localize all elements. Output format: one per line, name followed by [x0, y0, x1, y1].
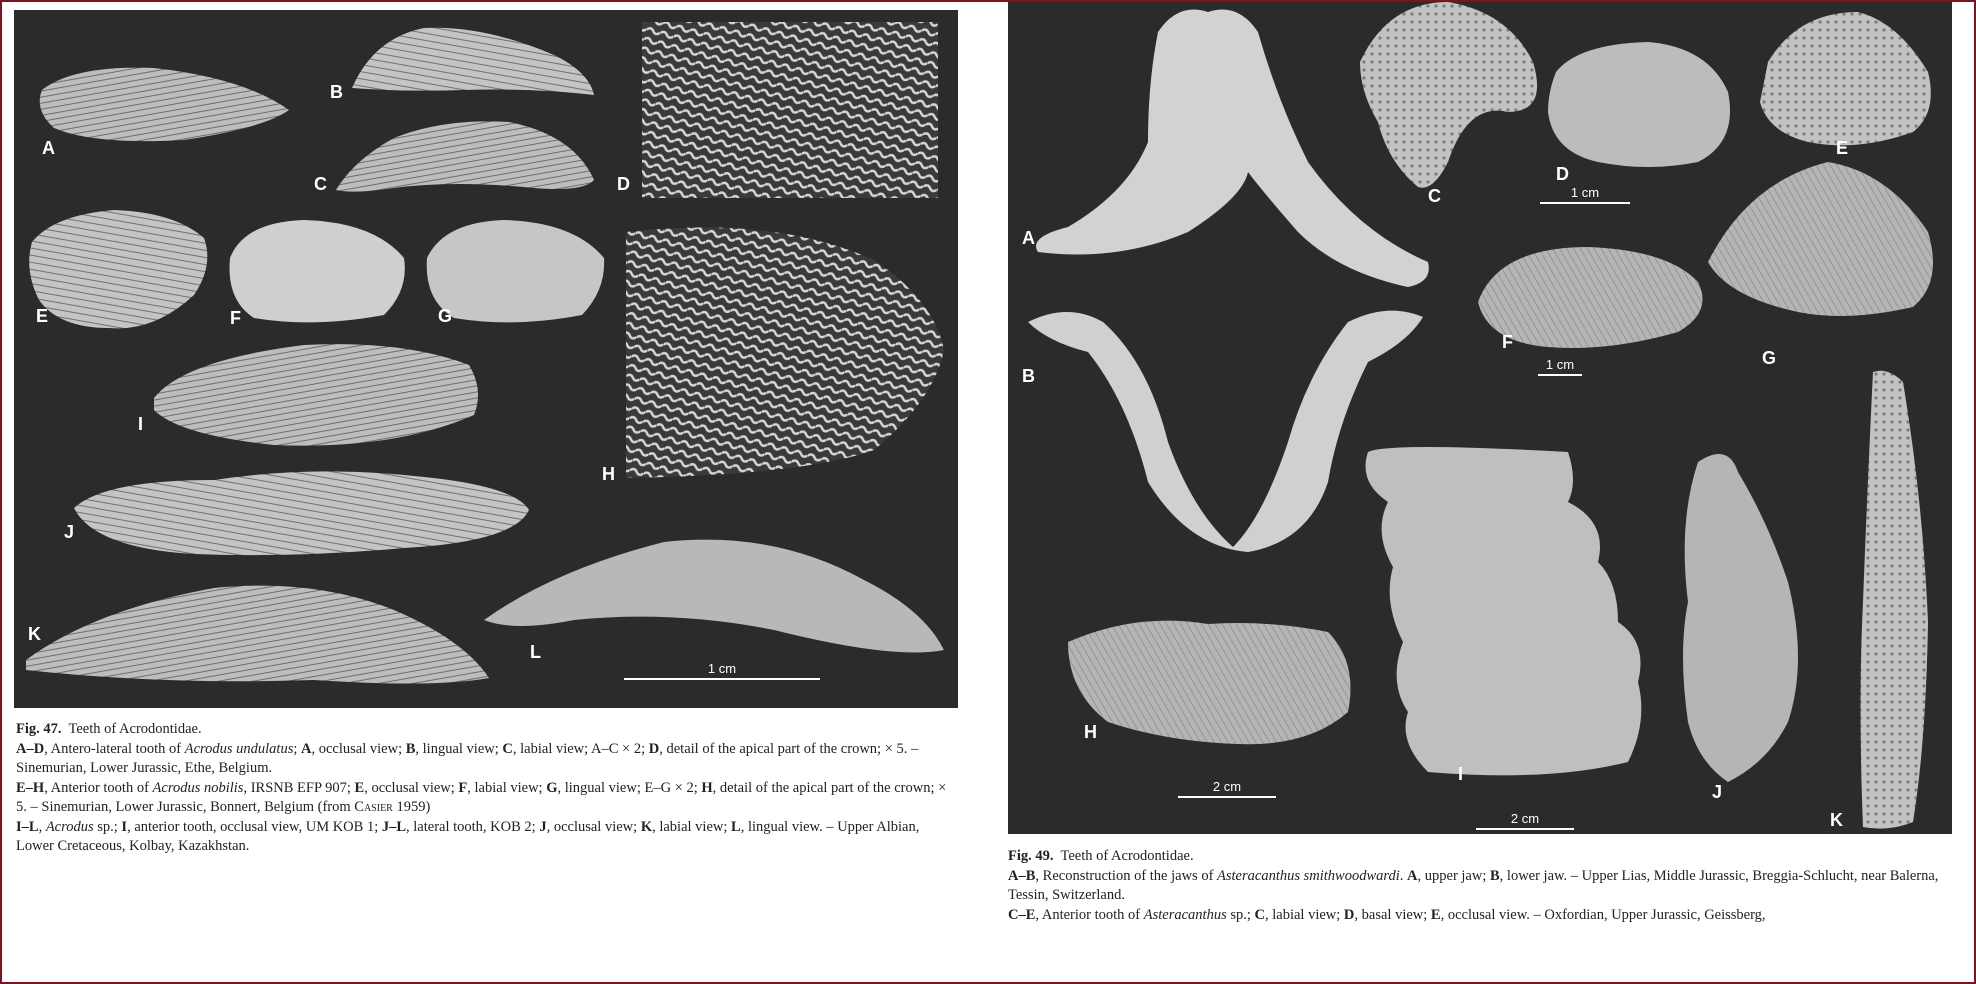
fig47-label-g: G: [438, 306, 453, 326]
jaw-b: [1028, 311, 1423, 552]
fig47-number: Fig. 47.: [16, 721, 62, 737]
fig47-caption-para-1: A–D, Antero-lateral tooth of Acrodus undulatus; A, occlusal view; B, lingual view; C, labial view; A–C × 2; D, detail of the apical part of the crown; × 5. – Sinemurian, Lower Jurassic, Ethe, Belgium.: [16, 740, 919, 776]
fig49-label-c: C: [1428, 186, 1441, 206]
tooth-i: [154, 344, 478, 445]
fig47-caption: [16, 720, 960, 857]
fig47-label-k: K: [28, 624, 41, 644]
fig49-label-d: D: [1556, 164, 1569, 184]
tooth-a: [40, 68, 289, 141]
fig49-label-j: J: [1712, 782, 1723, 802]
fig49-scalebar-3: [1178, 776, 1276, 798]
page-left: [2, 2, 970, 880]
fig49-scalebar-2: [1538, 356, 1582, 376]
fig49-label-b: B: [1022, 366, 1035, 386]
tooth-g49: [1708, 162, 1933, 316]
fig49-title: Teeth of Acrodontidae.: [1060, 848, 1194, 864]
fig47-caption-para-3: I–L, Acrodus sp.; I, anterior tooth, occlusal view, UM KOB 1; J–L, lateral tooth, KOB 2; J, occlusal view; K, labial view; L, lingual view. – Upper Albian, Lower Cretaceous, Kolbay, Kazakhstan.: [16, 818, 920, 854]
fig47-label-c: C: [314, 174, 327, 194]
fig49-scale-label-4: 2 cm: [1510, 811, 1540, 826]
fig47-title: Teeth of Acrodontidae.: [68, 721, 202, 737]
tooth-d49: [1548, 42, 1730, 167]
fig49-caption-para-2: C–E, Anterior tooth of Asteracanthus sp.; C, labial view; D, basal view; E, occlusal view. – Oxfordian, Upper Jurassic, Geissberg,: [1008, 906, 1766, 923]
fig47-plate: [14, 10, 958, 708]
tooth-i49: [1366, 447, 1642, 775]
tooth-f: [230, 220, 405, 322]
fig49-number: Fig. 49.: [1008, 848, 1054, 864]
page-right: [1000, 2, 1960, 932]
fig49-scale-label-1: 1 cm: [1570, 185, 1600, 200]
tooth-g: [427, 220, 604, 322]
fig49-label-h: H: [1084, 722, 1097, 742]
fig47-label-e: E: [36, 306, 49, 326]
detail-h: [626, 227, 944, 478]
fig47-label-d: D: [617, 174, 630, 194]
fig49-specimens: [1008, 2, 1952, 834]
fig49-scalebar-4: [1476, 808, 1574, 830]
fig49-label-k: K: [1830, 810, 1843, 830]
fig49-caption-para-1: A–B, Reconstruction of the jaws of Asteracanthus smithwoodwardi. A, upper jaw; B, lower jaw. – Upper Lias, Middle Jurassic, Breggia-Schlucht, near Balerna, Tessin, Switzerland.: [1008, 867, 1939, 903]
fig47-label-i: I: [138, 414, 144, 434]
tooth-k49: [1861, 371, 1929, 829]
fig47-specimens: [14, 10, 958, 708]
fig49-label-e: E: [1836, 138, 1849, 158]
fig49-scale-label-3: 2 cm: [1212, 779, 1242, 794]
fig47-label-a: A: [42, 138, 55, 158]
fig47-scalebar: [624, 656, 820, 680]
fig49-label-a: A: [1022, 228, 1035, 248]
tooth-h49: [1068, 621, 1351, 745]
fig49-plate: [1008, 2, 1952, 834]
fig49-label-i: I: [1458, 764, 1464, 784]
tooth-j49: [1683, 454, 1798, 782]
tooth-e49: [1760, 12, 1931, 145]
fig49-scalebar-1: [1540, 182, 1630, 204]
fig49-label-g: G: [1762, 348, 1777, 368]
tooth-c: [336, 121, 594, 191]
fig47-label-f: F: [230, 308, 241, 328]
tooth-k: [26, 586, 489, 684]
fig47-caption-para-2: E–H, Anterior tooth of Acrodus nobilis, IRSNB EFP 907; E, occlusal view; F, labial view; G, lingual view; E–G × 2; H, detail of the apical part of the crown; × 5. – Sinemurian, Lower Jurassic, Bonnert, Belgium (from Casier 1959): [16, 779, 947, 815]
tooth-c49: [1360, 2, 1537, 188]
tooth-b: [352, 28, 594, 95]
fig49-caption: [1008, 847, 1952, 925]
fig47-scale-label: 1 cm: [707, 661, 737, 676]
detail-d: [642, 22, 938, 198]
fig49-label-f: F: [1502, 332, 1513, 352]
tooth-l: [484, 540, 944, 653]
fig47-label-l: L: [530, 642, 541, 662]
fig47-label-j: J: [64, 522, 75, 542]
fig49-scale-label-2: 1 cm: [1545, 357, 1575, 372]
tooth-e: [29, 210, 207, 328]
fig47-label-b: B: [330, 82, 343, 102]
tooth-j: [74, 471, 529, 555]
fig47-label-h: H: [602, 464, 615, 484]
